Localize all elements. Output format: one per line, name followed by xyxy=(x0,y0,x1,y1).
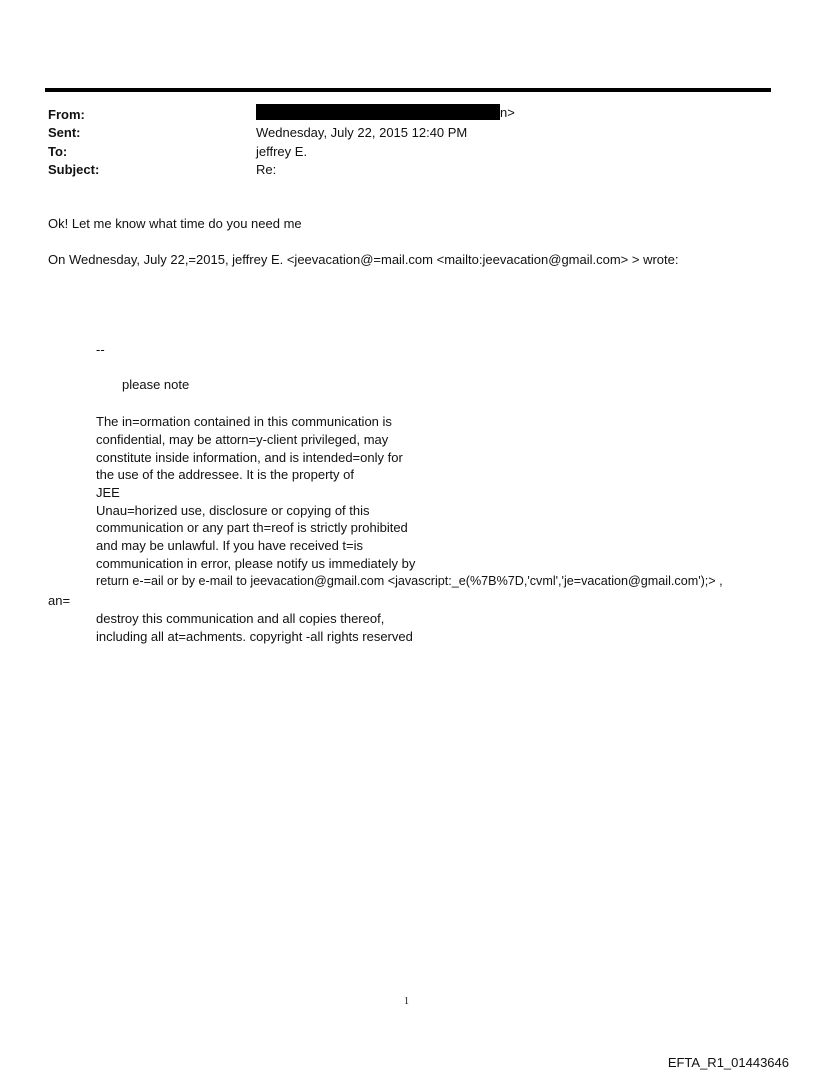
bates-number: EFTA_R1_01443646 xyxy=(667,1055,789,1070)
disclaimer-line: confidential, may be attorn=y-client privileged, may xyxy=(96,432,389,447)
disclaimer-line: communication in error, please notify us immediately by xyxy=(96,556,416,571)
disclaimer-line: return e-=ail or by e-mail to jeevacation@gmail.com <javascript:_e(%7B%7D,'cvml','je=vacation@gmail.com');> , xyxy=(96,574,723,588)
redaction-bar xyxy=(256,104,500,120)
header-rule xyxy=(45,88,771,92)
disclaimer-line: JEE xyxy=(96,485,120,500)
from-value-tail: n> xyxy=(500,105,515,120)
to-label: To: xyxy=(48,144,68,159)
page-number: 1 xyxy=(404,996,409,1007)
please-note: please note xyxy=(122,377,190,392)
disclaimer-line: destroy this communication and all copies thereof, xyxy=(96,611,385,626)
wrap-fragment: an= xyxy=(48,593,71,608)
disclaimer-line: Unau=horized use, disclosure or copying of this xyxy=(96,503,370,518)
quote-intro: On Wednesday, July 22,=2015, jeffrey E. <jeevacation@=mail.com <mailto:jeevacation@gmail.com> > wrote: xyxy=(48,252,679,267)
subject-label: Subject: xyxy=(48,162,100,177)
subject-value: Re: xyxy=(256,162,277,177)
signature-dashes: -- xyxy=(96,342,105,357)
sent-label: Sent: xyxy=(48,125,81,140)
disclaimer-line: the use of the addressee. It is the property of xyxy=(96,467,354,482)
sent-value: Wednesday, July 22, 2015 12:40 PM xyxy=(256,125,468,140)
disclaimer-line: constitute inside information, and is intended=only for xyxy=(96,450,403,465)
from-label: From: xyxy=(48,107,85,122)
disclaimer-line: communication or any part th=reof is strictly prohibited xyxy=(96,520,408,535)
disclaimer-line: and may be unlawful. If you have received t=is xyxy=(96,538,364,553)
to-value: jeffrey E. xyxy=(256,144,308,159)
disclaimer-line: including all at=achments. copyright -all rights reserved xyxy=(96,629,413,644)
reply-text: Ok! Let me know what time do you need me xyxy=(48,216,302,231)
disclaimer-line: The in=ormation contained in this communication is xyxy=(96,414,392,429)
